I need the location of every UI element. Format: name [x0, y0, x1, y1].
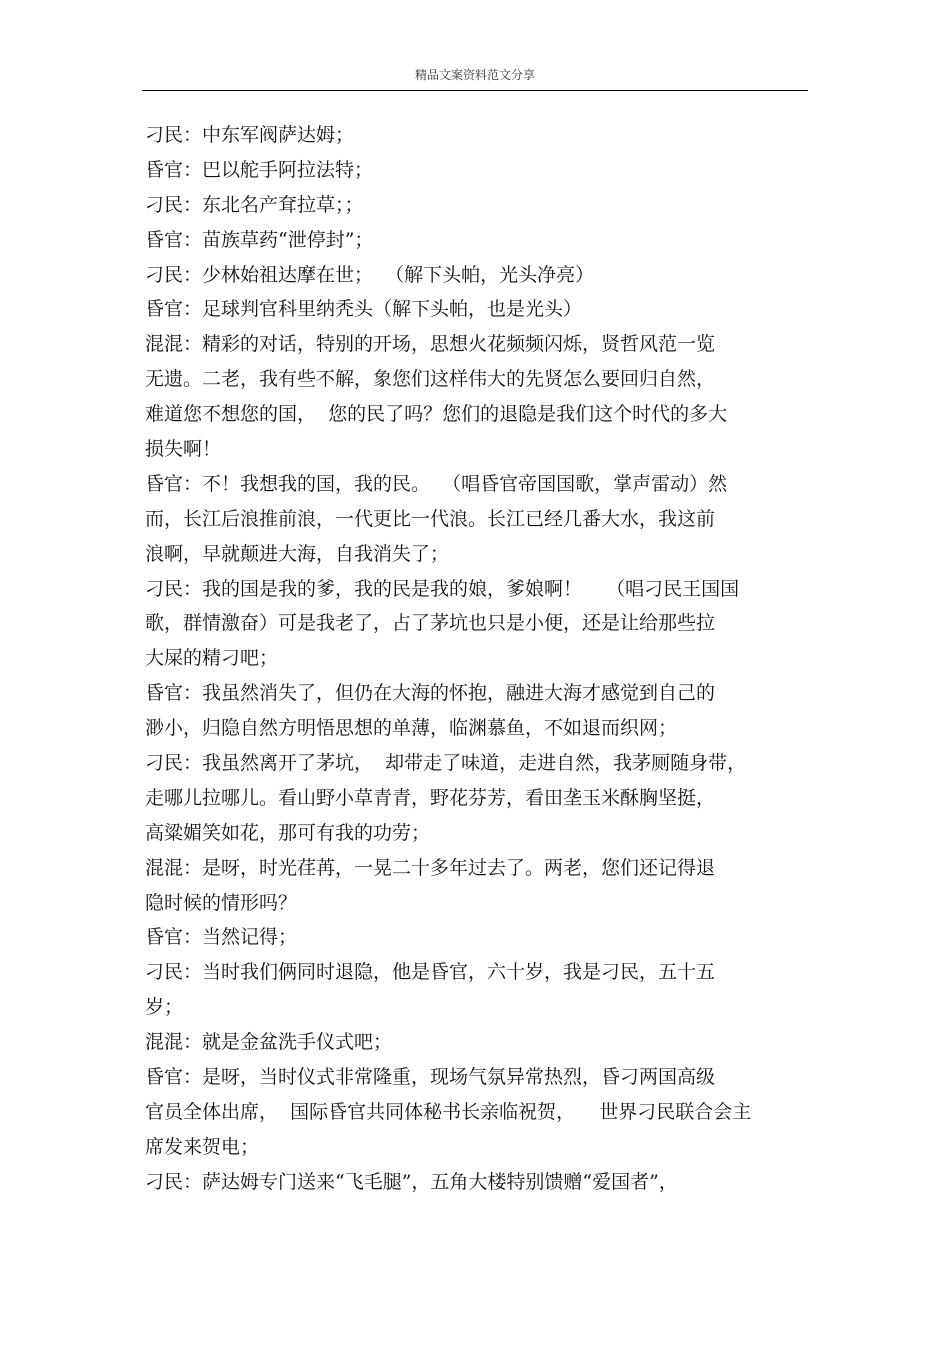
text-line: 刁民：我的国是我的爹，我的民是我的娘，爹娘啊！ （唱刁民王国国: [145, 577, 740, 600]
page-header: 精品文案资料范文分享: [414, 68, 535, 82]
text-line: 混混：精彩的对话，特别的开场，思想火花频频闪烁，贤哲风范一览: [145, 333, 716, 356]
text-line: 歌，群情激奋）可是我老了，占了茅坑也只是小便，还是让给那些拉: [145, 612, 716, 635]
text-line: 刁民：当时我们俩同时退隐，他是昏官，六十岁，我是刁民，五十五: [145, 961, 716, 984]
text-line: 岁；: [145, 996, 184, 1019]
text-line: 隐时候的情形吗？: [145, 891, 298, 914]
text-line: 昏官：不！我想我的国，我的民。 （唱昏官帝国国歌，掌声雷动）然: [145, 472, 728, 495]
text-line: 损失啊！: [145, 438, 222, 461]
text-line: 渺小，归隐自然方明悟思想的单薄，临渊慕鱼，不如退而织网；: [145, 717, 678, 740]
text-line: 刁民：萨达姆专门送来“飞毛腿”，五角大楼特别馈赠“爱国者”，: [145, 1170, 678, 1193]
text-line: 昏官：当然记得；: [145, 926, 298, 949]
text-line: 混混：是呀，时光荏苒，一晃二十多年过去了。两老，您们还记得退: [145, 856, 716, 879]
text-line: 大屎的精刁吧；: [145, 647, 279, 670]
header-divider: [142, 90, 808, 91]
document-body: [145, 118, 805, 1200]
text-line: 而，长江后浪推前浪，一代更比一代浪。长江已经几番大水，我这前: [145, 507, 716, 530]
text-line: 混混：就是金盆洗手仪式吧；: [145, 1031, 393, 1054]
text-line: 刁民：东北名产耷拉草；；: [145, 193, 364, 216]
text-line: 席发来贺电；: [145, 1135, 260, 1158]
text-line: 昏官：是呀，当时仪式非常隆重，现场气氛异常热烈，昏刁两国高级: [145, 1066, 716, 1089]
text-line: 昏官：足球判官科里纳秃头（解下头帕，也是光头）: [145, 298, 583, 321]
text-line: 高粱媚笑如花，那可有我的功劳；: [145, 821, 431, 844]
text-line: 浪啊，早就颠进大海，自我消失了；: [145, 542, 450, 565]
text-line: 昏官：苗族草药“泄停封”；: [145, 228, 374, 251]
text-line: 刁民：中东军阀萨达姆；: [145, 124, 355, 146]
text-line: 官员全体出席， 国际昏官共同体秘书长亲临祝贺， 世界刁民联合会主: [145, 1100, 752, 1123]
text-line: 刁民：我虽然离开了茅坑， 却带走了味道，走进自然，我茅厕随身带，: [145, 752, 747, 775]
text-line: 昏官：巴以舵手阿拉法特；: [145, 158, 374, 181]
text-line: 走哪儿拉哪儿。看山野小草青青，野花芬芳，看田垄玉米酥胸坚挺，: [145, 786, 716, 809]
text-line: 刁民：少林始祖达摩在世； （解下头帕，光头净亮）: [145, 263, 595, 286]
text-line: 昏官：我虽然消失了，但仍在大海的怀抱，融进大海才感觉到自己的: [145, 682, 716, 705]
text-line: 难道您不想您的国， 您的民了吗？您们的退隐是我们这个时代的多大: [145, 403, 728, 426]
text-line: 无遗。二老，我有些不解，象您们这样伟大的先贤怎么要回归自然，: [145, 368, 716, 391]
